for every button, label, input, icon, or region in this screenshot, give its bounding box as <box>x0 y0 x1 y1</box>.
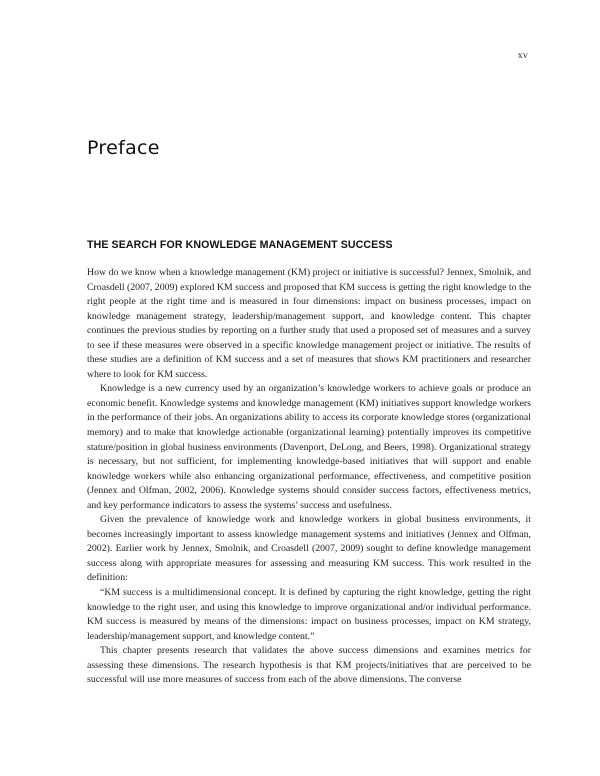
paragraph-definition-quote: “KM success is a multidimensional concept. It is defined by capturing the right knowledge, getting the right knowledge to the right user, and using this knowledge to improve organizational and/or individual performance. KM success is measured by means of the dimensions: impact on business processes, impact on KM strategy, leadership/management support, and knowledge content.” <box>87 587 531 642</box>
section-heading: THE SEARCH FOR KNOWLEDGE MANAGEMENT SUCCESS <box>87 239 393 251</box>
paragraph-intro: How do we know when a knowledge management (KM) project or initiative is successful? Jennex, Smolnik, and Croasdell (2007, 2009) explored KM success and proposed that KM success is getting the right knowledge to the right people at the right time and is measured in four dimensions: impact on business processes, impact on knowledge management strategy, leadership/management support, and knowledge content. This chapter continues the previous studies by reporting on a further study that used a proposed set of measures and a survey to see if these measures were observed in a specific knowledge management project or initiative. The results of these studies are a definition of KM success and a set of measures that shows KM practitioners and researcher where to look for KM success. <box>87 267 531 380</box>
chapter-title: Preface <box>87 137 160 159</box>
paragraph-research-hypothesis: This chapter presents research that validates the above success dimensions and examines metrics for assessing these dimensions. The research hypothesis is that KM projects/initiatives that are perceived to be successful will use more measures of success from each of the above dimensions. The converse <box>87 645 531 686</box>
paragraph-knowledge-currency: Knowledge is a new currency used by an organization’s knowledge workers to achieve goals or produce an economic benefit. Knowledge systems and knowledge management (KM) initiatives support knowledge workers in the performance of their jobs. An organizations ability to access its corporate knowledge stores (organizational memory) and to make that knowledge actionable (organizational learning) potentially improves its competitive stature/position in global business environments (Davenport, DeLong, and Beers, 1998). Organizational strategy is necessary, but not sufficient, for implementing knowledge-based initiatives that will support and enable knowledge workers while also enhancing organizational performance, effectiveness, and competitive position (Jennex and Olfman, 2002, 2006). Knowledge systems should consider success factors, effectiveness metrics, and key performance indicators to assess the systems’ success and usefulness. <box>87 383 531 511</box>
body-text <box>87 266 531 688</box>
paragraph-prevalence: Given the prevalence of knowledge work and knowledge workers in global business environments, it becomes increasingly important to assess knowledge management systems and initiatives (Jennex and Olfman, 2002). Earlier work by Jennex, Smolnik, and Croasdell (2007, 2009) sought to define knowledge management success along with appropriate measures for assessing and measuring KM success. This work resulted in the definition: <box>87 514 531 584</box>
page-number: xv <box>518 50 528 60</box>
